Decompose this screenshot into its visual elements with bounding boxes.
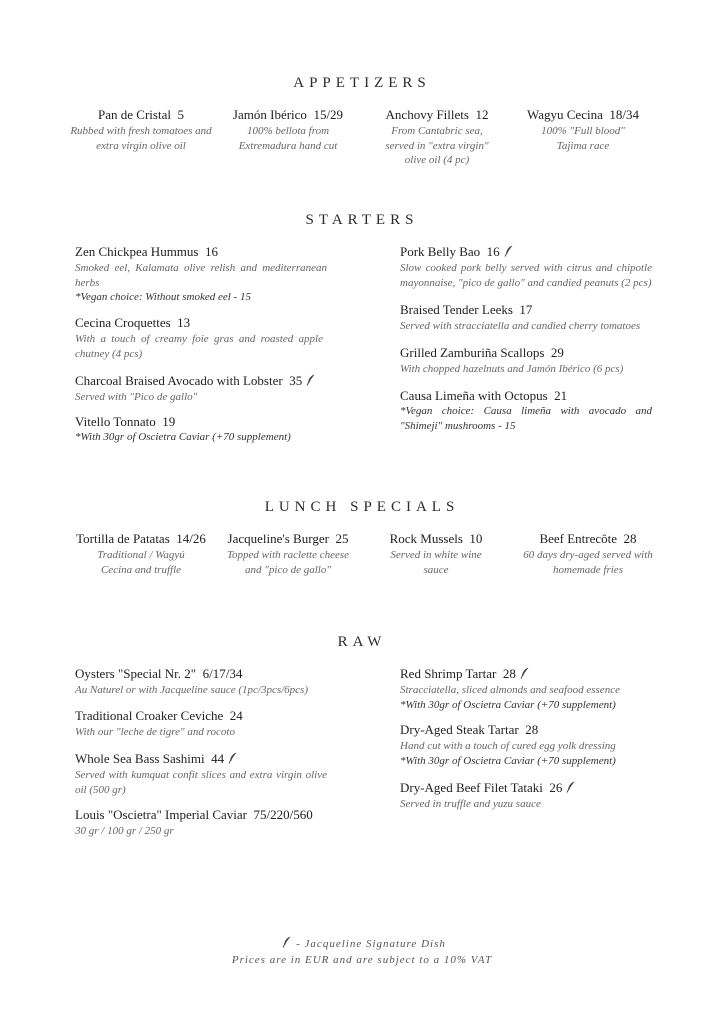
item-description: Smoked eel, Kalamata olive relish and mediterranean herbs (75, 262, 327, 289)
item-description: With chopped hazelnuts and Jamón Ibérico (6 pcs) (400, 363, 624, 375)
item-title (380, 531, 492, 547)
item-name: Rock Mussels (389, 531, 463, 546)
item-title (75, 751, 327, 767)
item-price: 17 (519, 302, 533, 317)
item-price: 26 (549, 780, 563, 795)
item-title (400, 345, 652, 361)
starter-item (75, 244, 327, 305)
signature-legend (0, 936, 724, 950)
item-price: 35 (289, 373, 303, 388)
raw-heading: RAW (337, 634, 387, 650)
vat-notice: Prices are in EUR and are subject to a 10% VAT (231, 954, 493, 966)
item-price: 12 (475, 107, 489, 122)
item-description: Served with "Pico de gallo" (75, 391, 198, 403)
item-name: Oysters "Special Nr. 2" (75, 666, 197, 681)
item-price: 5 (177, 107, 184, 122)
item-description: Traditional / Wagyú Cecina and truffle (97, 549, 185, 576)
item-description: From Cantabric sea, served in "extra virgin" olive oil (4 pc) (385, 125, 489, 166)
item-price: 19 (162, 414, 176, 429)
appetizer-item (70, 107, 212, 153)
item-name: Pan de Cristal (98, 107, 171, 122)
item-description: 30 gr / 100 gr / 250 gr (75, 825, 174, 837)
item-name: Cecina Croquettes (75, 315, 171, 330)
item-price: 16 (204, 244, 218, 259)
starter-item (400, 345, 652, 377)
item-title (400, 780, 652, 796)
starter-item (75, 315, 323, 361)
item-title (378, 107, 496, 123)
item-price: 14/26 (176, 531, 206, 546)
item-name: Vitello Tonnato (75, 414, 156, 429)
item-note: *With 30gr of Oscietra Caviar (+70 supplement) (400, 754, 616, 767)
item-title (400, 302, 652, 318)
item-title (75, 373, 355, 389)
item-note: *Vegan choice: Causa limeña with avocado and "Shimeji" mushrooms - 15 (400, 405, 652, 432)
starter-item (400, 244, 652, 290)
item-description: 100% "Full blood" Tajima race (541, 125, 625, 152)
item-title (400, 666, 652, 682)
item-name: Beef Entrecôte (539, 531, 618, 546)
item-name: Wagyu Cecina (527, 107, 603, 122)
item-note: *With 30gr of Oscietra Caviar (+70 supplement) (75, 431, 291, 443)
item-note: *With 30gr of Oscietra Caviar (+70 supplement) (400, 698, 616, 711)
appetizers-heading: APPETIZERS (293, 75, 431, 91)
signature-feather-icon (520, 667, 530, 679)
item-price: 10 (469, 531, 483, 546)
signature-legend-text: - Jacqueline Signature Dish (296, 938, 446, 950)
item-price: 18/34 (609, 107, 639, 122)
item-title (400, 722, 652, 738)
item-name: Pork Belly Bao (400, 244, 481, 259)
lunch-specials-heading: LUNCH SPECIALS (264, 499, 460, 515)
item-title (75, 708, 335, 724)
item-description: Au Naturel or with Jacqueline sauce (1pc/3pcs/6pcs) (75, 684, 308, 696)
raw-item (75, 708, 335, 740)
item-description: Topped with raclette cheese and "pico de gallo" (226, 549, 350, 576)
item-description: With a touch of creamy foie gras and roasted apple chutney (4 pcs) (75, 333, 323, 360)
item-name: Grilled Zamburiña Scallops (400, 345, 545, 360)
starter-item (75, 373, 355, 405)
item-description: Slow cooked pork belly served with citrus and chipotle mayonnaise, "pico de gallo" and candied peanuts (2 pcs) (400, 262, 652, 289)
raw-item (75, 666, 335, 698)
item-description: With our "leche de tigre" and rocoto (75, 726, 235, 738)
item-price: 6/17/34 (202, 666, 243, 681)
item-description: Rubbed with fresh tomatoes and extra virgin olive oil (70, 125, 212, 152)
starter-item (400, 388, 652, 433)
item-price: 28 (525, 722, 539, 737)
item-description: Hand cut with a touch of cured egg yolk dressing (400, 740, 616, 752)
item-title (400, 244, 652, 260)
item-description: Served with stracciatella and candied cherry tomatoes (400, 320, 641, 332)
item-title (222, 107, 354, 123)
item-name: Anchovy Fillets (385, 107, 469, 122)
item-price: 15/29 (313, 107, 344, 122)
item-price: 29 (550, 345, 564, 360)
starter-item (75, 414, 355, 445)
appetizer-item (378, 107, 496, 168)
item-title (400, 388, 652, 404)
starters-heading: STARTERS (305, 212, 419, 228)
item-name: Charcoal Braised Avocado with Lobster (75, 373, 283, 388)
starter-item (400, 302, 652, 334)
item-description: Stracciatella, sliced almonds and seafood essence (400, 684, 620, 696)
item-title (518, 531, 658, 547)
item-title (75, 244, 327, 260)
signature-feather-icon (228, 752, 238, 764)
raw-item (75, 751, 327, 797)
item-title (70, 107, 212, 123)
item-note: *Vegan choice: Without smoked eel - 15 (75, 291, 251, 303)
item-name: Braised Tender Leeks (400, 302, 513, 317)
raw-item (400, 780, 652, 812)
item-description: 60 days dry-aged served with homemade fries (523, 549, 653, 576)
item-price: 28 (502, 666, 516, 681)
item-title (75, 315, 323, 331)
item-name: Jacqueline's Burger (227, 531, 329, 546)
item-title (68, 531, 214, 547)
item-name: Zen Chickpea Hummus (75, 244, 199, 259)
item-description: Served with kumquat confit slices and extra virgin olive oil (500 gr) (75, 769, 327, 796)
signature-feather-icon (306, 374, 316, 386)
item-name: Louis "Oscietra" Imperial Caviar (75, 807, 247, 822)
item-description: Served in white wine sauce (390, 549, 482, 576)
item-price: 13 (177, 315, 191, 330)
item-title (516, 107, 650, 123)
signature-feather-icon (282, 936, 292, 948)
item-name: Whole Sea Bass Sashimi (75, 751, 205, 766)
item-title (75, 414, 355, 430)
item-price: 16 (486, 244, 500, 259)
item-price: 75/220/560 (253, 807, 313, 822)
raw-item (400, 722, 652, 768)
lunch-special-item (68, 531, 214, 577)
item-name: Dry-Aged Steak Tartar (400, 722, 519, 737)
item-price: 21 (554, 388, 568, 403)
lunch-special-item (380, 531, 492, 577)
item-title (75, 807, 355, 823)
item-price: 24 (229, 708, 243, 723)
item-title (75, 666, 335, 682)
item-description: Served in truffle and yuzu sauce (400, 798, 541, 810)
lunch-special-item (222, 531, 354, 577)
appetizer-item (222, 107, 354, 153)
signature-feather-icon (566, 781, 576, 793)
item-price: 44 (211, 751, 225, 766)
item-name: Causa Limeña with Octopus (400, 388, 548, 403)
item-name: Jamón Ibérico (232, 107, 307, 122)
raw-item (75, 807, 355, 839)
item-name: Red Shrimp Tartar (400, 666, 497, 681)
item-name: Dry-Aged Beef Filet Tataki (400, 780, 543, 795)
item-title (222, 531, 354, 547)
item-name: Tortilla de Patatas (76, 531, 170, 546)
signature-feather-icon (504, 245, 514, 257)
item-description: 100% bellota from Extremadura hand cut (238, 125, 338, 152)
item-price: 25 (335, 531, 349, 546)
appetizer-item (516, 107, 650, 153)
item-price: 28 (623, 531, 637, 546)
lunch-special-item (518, 531, 658, 577)
raw-item (400, 666, 652, 712)
item-name: Traditional Croaker Ceviche (75, 708, 224, 723)
